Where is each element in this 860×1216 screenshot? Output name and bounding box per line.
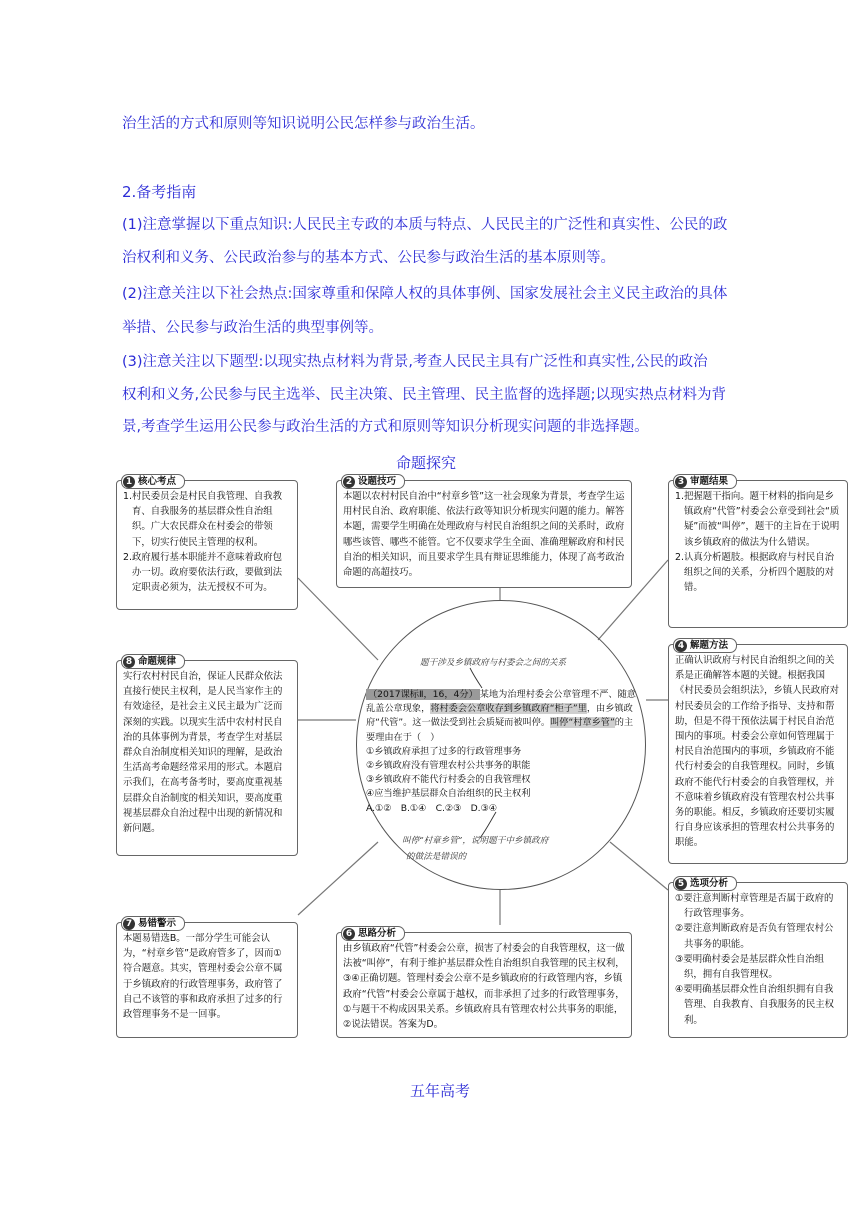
box-thinking-analysis-tag [341, 926, 405, 941]
box-error-warning-tag [121, 916, 185, 931]
question-highlight-2: 叫停“村章乡管” [550, 717, 615, 729]
box-title: 选项分析 [690, 878, 729, 889]
guide-p2-line1: (2)注意关注以下社会热点:国家尊重和保障人权的具体事例、国家发展社会主义民主政治的具体 [122, 286, 728, 302]
box-text: 2.认真分析题肢。根据政府与村民自治组织之间的关系，分析四个题肢的对错。 [675, 551, 835, 594]
number-badge: 3 [675, 476, 687, 488]
option-1: ①乡镇政府承担了过多的行政管理事务 [366, 745, 522, 757]
guide-p1-line2: 治权利和义务、公民政治参与的基本方式、公民参与政治生活的基本原则等。 [122, 250, 615, 266]
guide-p2-line2: 举措、公民参与政治生活的典型事例等。 [122, 320, 383, 336]
question-stem-3: 的主要理由在于（ ） [366, 717, 634, 743]
box-title: 命题规律 [138, 656, 177, 667]
box-title: 核心考点 [138, 476, 177, 487]
number-badge: 7 [123, 918, 135, 930]
intro-line: 治生活的方式和原则等知识说明公民怎样参与政治生活。 [122, 116, 485, 132]
box-option-analysis-tag [673, 876, 737, 891]
question-stem: 某地为治理村委会公章管理不严、随意乱盖公章现象， [366, 689, 636, 715]
box-thinking-analysis [336, 928, 632, 1038]
option-2: ②乡镇政府没有管理农村公共事务的职能 [366, 760, 531, 772]
option-3: ③乡镇政府不能代行村委会的自我管理权 [366, 774, 531, 786]
question-source: （2017课标Ⅱ，16，4分） [368, 689, 478, 700]
guide-title: 2.备考指南 [122, 183, 197, 201]
box-text: 本题以农村村民自治中“村章乡管”这一社会现象为背景，考查学生运用村民自治、政府职能、依法行政等知识分析现实问题的能力。解答本题，需要学生明确在处理政府与村民自治组织之间的关系时，政府哪些该管、哪些不能管。它不仅要求学生全面、准确理解政府和村民自治的相关知识，而且要求学生具有辩证思维能力，体现了高考政治命题的高超技巧。 [343, 491, 625, 579]
box-text: 实行农村村民自治，保证人民群众依法直接行使民主权利，是人民当家作主的有效途径，是社会主义民主最为广泛而深刻的实践。以现实生活中农村村民自治的具体事例为背景，考查学生对基层群众自治制度相关知识的理解，是政治生活高考命题经常采用的形式。本题启示我们，在高考备考时，要高度重视基层群众自治制度的相关知识，要高度重视基层群众自治过程中出现的新情况和新问题。 [123, 671, 283, 835]
box-title: 解题方法 [690, 640, 729, 651]
answer-choices: A.①② B.①④ C.②③ D.③④ [366, 802, 498, 814]
section-title: 命题探究 [396, 454, 457, 472]
box-text: ②要注意判断政府是否负有管理农村公共事务的职能。 [675, 923, 834, 950]
number-badge: 6 [343, 928, 355, 940]
number-badge: 2 [343, 476, 355, 488]
box-title: 设题技巧 [358, 476, 397, 487]
box-title: 审题结果 [690, 476, 729, 487]
guide-p1-line1: (1)注意掌握以下重点知识:人民民主专政的本质与特点、人民民主的广泛性和真实性、公民的政 [122, 217, 728, 233]
box-title: 思路分析 [358, 928, 397, 939]
box-text: 本题易错选B。一部分学生可能会认为，“村章乡管”是政府管多了，因而①符合题意。其实，管理村委会公章不属于乡镇政府的行政管理事务，政府管了自己不该管的事和政府承担了过多的行政管理事务不是一回事。 [123, 933, 283, 1021]
number-badge: 1 [123, 476, 135, 488]
box-text: ①要注意判断村章管理是否属于政府的行政管理事务。 [675, 893, 834, 920]
question-text [366, 688, 636, 816]
option-4: ④应当维护基层群众自治组织的民主权利 [366, 788, 531, 800]
box-option-analysis [668, 878, 848, 1038]
question-stem-2: ，由乡镇政府“代管”。这一做法受到社会质疑而被叫停。 [366, 703, 633, 729]
box-title: 易错警示 [138, 918, 177, 929]
box-text: ④要明确基层群众性自治组织拥有自我管理、自我教育、自我服务的民主权利。 [675, 984, 835, 1026]
note-top: 题干涉及乡镇政府与村委会之间的关系 [420, 658, 567, 668]
box-text: 1.村民委员会是村民自我管理、自我教育、自我服务的基层群众性自治组织。广大农民群众在村委会的带领下，切实行使民主管理的权利。 [123, 491, 282, 548]
box-text: 由乡镇政府“代管”村委会公章，损害了村委会的自我管理权，这一做法被“叫停”，有利于维护基层群众性自治组织自我管理的民主权利，③④正确切题。管理村委会公章不是乡镇政府的行政管理内容，乡镇政府“代管”村委会公章属于越权，而非承担了过多的行政管理事务，①与题干不构成因果关系。乡镇政府具有管理农村公共事务的职能，②说法错误。答案为D。 [343, 943, 625, 1031]
box-text: ③要明确村委会是基层群众性自治组织，拥有自我管理权。 [675, 953, 825, 981]
box-text: 2.政府履行基本职能并不意味着政府包办一切。政府要依法行政，要做到法定职责必须为，法无授权不可为。 [123, 551, 283, 594]
number-badge: 8 [123, 656, 135, 668]
note-bottom-2: 的做法是错误的 [406, 852, 467, 862]
box-error-warning [116, 918, 298, 1038]
question-highlight: 将村委会公章收存到乡镇政府“柜子”里 [430, 703, 587, 715]
note-bottom-1: 叫停“村章乡管”，说明题干中乡镇政府 [402, 836, 549, 846]
guide-p3-line3: 景,考查学生运用公民参与政治生活的方式和原则等知识分析现实问题的非选择题。 [122, 419, 649, 435]
box-text: 正确认识政府与村民自治组织之间的关系是正确解答本题的关键。根据我国《村民委员会组织法》，乡镇人民政府对村民委员会的工作给予指导、支持和帮助，但是不得干预依法属于村民自治范围内的事项。村委会公章如何管理属于村民自治范围内的事项，乡镇政府不能代行村委会的自我管理权。同时，乡镇政府不能代行村委会的自我管理权，并不意味着乡镇政府没有管理农村公共事务的职能。相反，乡镇政府还要切实履行自身应该承担的管理农村公共事务的职能。 [675, 655, 840, 849]
footer-title: 五年高考 [410, 1082, 471, 1100]
box-text: 1.把握题干指向。题干材料的指向是乡镇政府“代管”村委会公章受到社会“质疑”而被“叫停”，题干的主旨在于说明该乡镇政府的做法为什么错误。 [675, 491, 840, 548]
guide-p3-line1: (3)注意关注以下题型:以现实热点材料为背景,考查人民民主具有广泛性和真实性,公民的政治 [122, 354, 708, 370]
number-badge: 4 [675, 640, 687, 652]
number-badge: 5 [675, 878, 687, 890]
guide-p3-line2: 权利和义务,公民参与民主选举、民主决策、民主管理、民主监督的选择题;以现实热点材料为背 [122, 387, 726, 403]
